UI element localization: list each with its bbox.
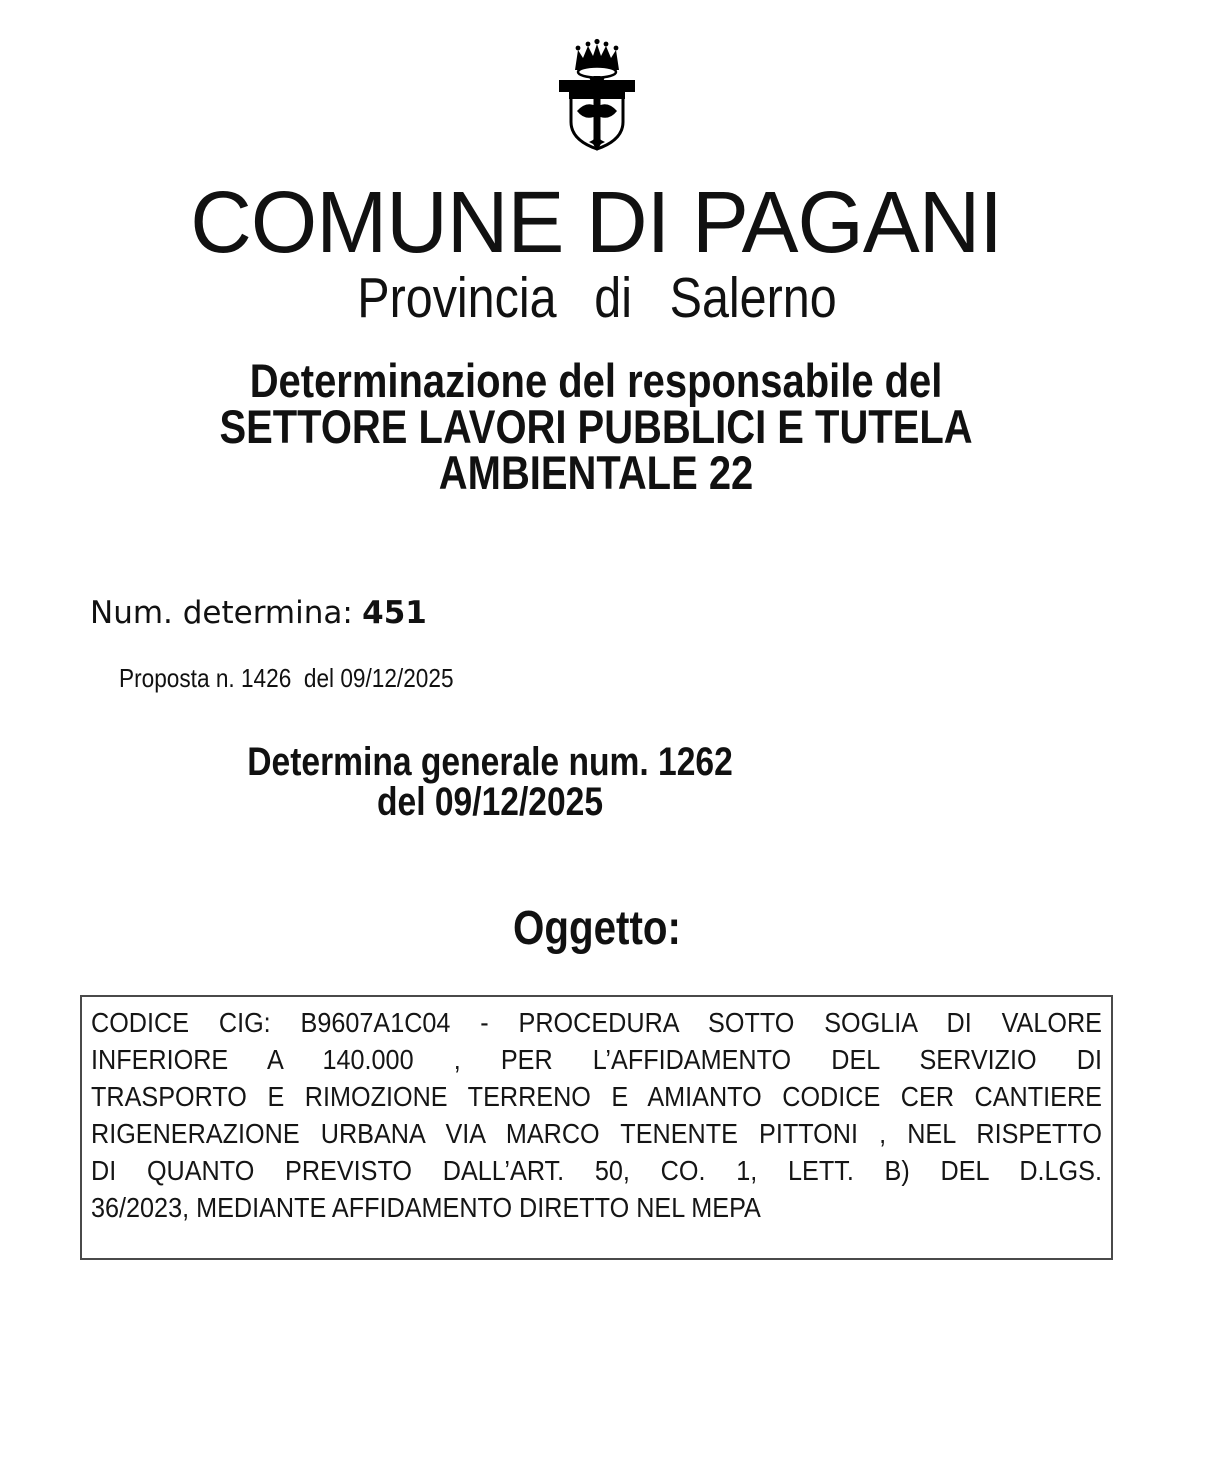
oggetto-heading	[80, 903, 1113, 956]
oggetto-box-text	[91, 1004, 1102, 1226]
oggetto-line: DI QUANTO PREVISTO DALL’ART. 50, CO. 1, LETT. B) DEL D.LGS.	[91, 1155, 1102, 1186]
oggetto-line: TRASPORTO E RIMOZIONE TERRENO E AMIANTO CODICE CER CANTIERE	[91, 1081, 1102, 1112]
province-subtitle	[80, 267, 1113, 330]
proposta-text: Proposta n. 1426 del 09/12/2025	[118, 663, 454, 694]
determination-heading-line-2: SETTORE LAVORI PUBBLICI E TUTELA	[219, 400, 974, 453]
determination-heading-line-1: Determinazione del responsabile del	[250, 354, 943, 407]
coat-of-arms-icon	[80, 36, 1113, 169]
oggetto-line: INFERIORE A 140.000 , PER L’AFFIDAMENTO DEL SERVIZIO DI	[91, 1044, 1102, 1075]
municipality-name-text: COMUNE DI PAGANI	[190, 174, 1003, 271]
num-determina-row	[90, 595, 427, 632]
determination-heading	[80, 354, 1113, 499]
province-subtitle-text: Provincia di Salerno	[356, 266, 837, 330]
oggetto-box	[80, 995, 1113, 1260]
determina-generale-line-1: Determina generale num. 1262	[247, 740, 733, 784]
num-determina-label: Num. determina:	[90, 595, 353, 631]
determination-heading-line-3: AMBIENTALE 22	[439, 446, 754, 499]
municipality-name	[80, 174, 1113, 271]
oggetto-heading-text: Oggetto:	[512, 902, 681, 955]
oggetto-line: CODICE CIG: B9607A1C04 - PROCEDURA SOTTO SOGLIA DI VALORE	[91, 1007, 1102, 1038]
document-content	[80, 0, 1113, 1469]
oggetto-line: 36/2023, MEDIANTE AFFIDAMENTO DIRETTO NEL MEPA	[91, 1192, 761, 1223]
proposta-row	[90, 632, 503, 726]
determina-generale	[160, 742, 820, 822]
oggetto-line: RIGENERAZIONE URBANA VIA MARCO TENENTE PITTONI , NEL RISPETTO	[91, 1118, 1102, 1149]
num-determina-value: 451	[362, 595, 427, 631]
determina-generale-line-2: del 09/12/2025	[376, 780, 604, 824]
